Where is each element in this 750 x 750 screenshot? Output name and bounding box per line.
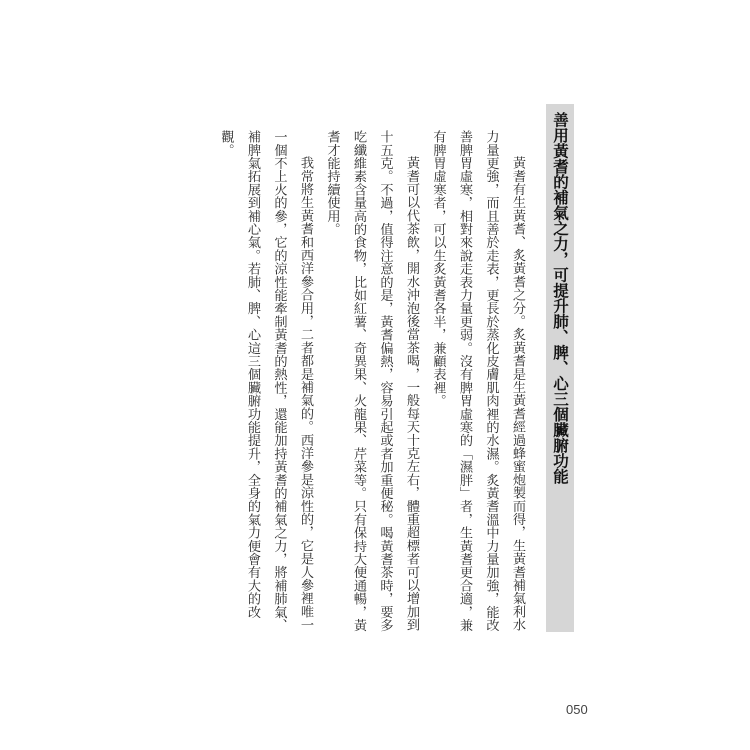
paragraph-2: 黃耆可以代茶飲，開水沖泡後當茶喝，一般每天十克左右，體重超標者可以增加到十五克。不過，值得注意的是，黃耆偏熱，容易引起或者加重便秘。喝黃耆茶時，要多吃纖維素含量高的食物，比如紅薯、奇異果、火龍果、芹菜等。只有保持大便通暢，黃耆才能持續使用。 — [324, 130, 419, 632]
body-text — [220, 130, 530, 640]
paragraph-3: 我常將生黃耆和西洋參合用，二者都是補氣的。西洋參是涼性的，它是人參裡唯一一個不上火的參，它的涼性能牽制黃耆的熱性，還能加持黃耆的補氣之力，將補肺氣、補脾氣拓展到補心氣。若肺、脾、心這三個臟腑功能提升，全身的氣力便會有大的改觀。 — [218, 130, 313, 632]
paragraph-1: 黃耆有生黃耆、炙黃耆之分。炙黃耆是生黃耆經過蜂蜜炮製而得，生黃耆補氣利水力量更強，而且善於走表，更長於蒸化皮膚肌肉裡的水濕。炙黃耆溫中力量加強，能改善脾胃虛寒，相對來說走表力量更弱。沒有脾胃虛寒的「濕胖」者，生黃耆更合適，兼有脾胃虛寒者，可以生炙黃耆各半，兼顧表裡。 — [430, 130, 525, 632]
section-title: 善用黃耆的補氣之力，可提升肺、脾、心三個臟腑功能 — [551, 112, 569, 484]
page-number: 050 — [566, 702, 588, 717]
